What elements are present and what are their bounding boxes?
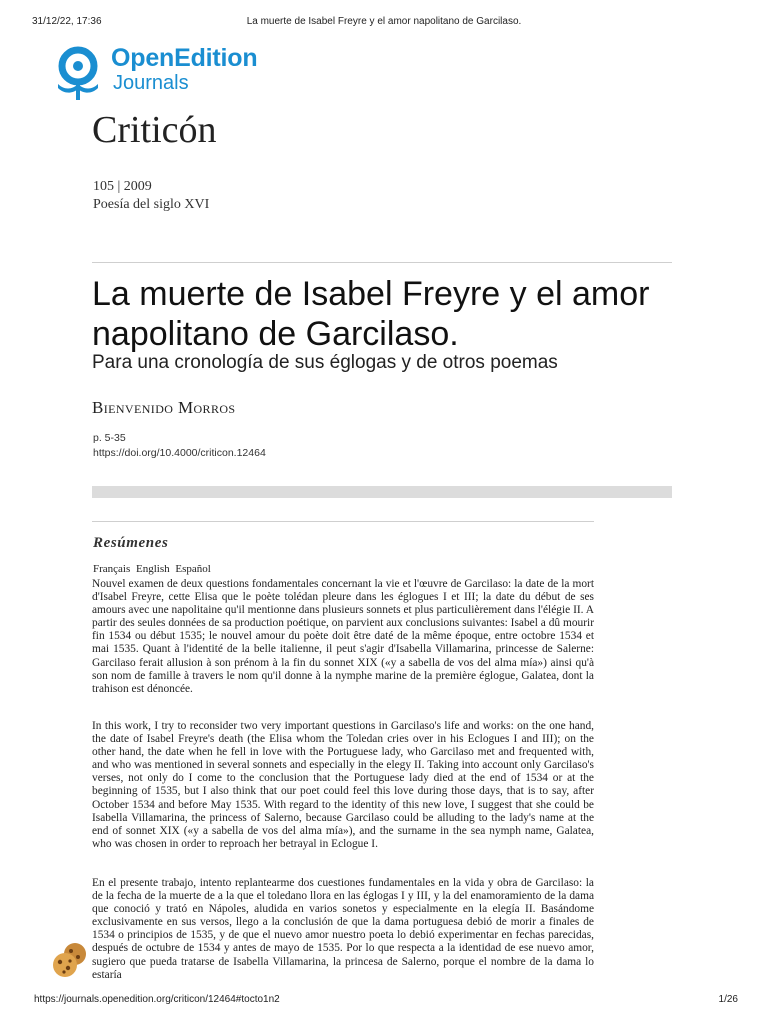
openedition-logo[interactable] (52, 44, 282, 100)
print-page: 1/26 (718, 994, 738, 1005)
print-footer (0, 994, 768, 1008)
article-pages: p. 5-35 (93, 432, 126, 444)
divider (92, 262, 672, 263)
gray-bar (92, 486, 672, 498)
journal-title[interactable]: Criticón (92, 109, 217, 151)
article-author[interactable]: Bienvenido Morros (92, 398, 236, 417)
issue-info (93, 178, 209, 214)
abstract-en: In this work, I try to reconsider two very important questions in Garcilaso's life and works: on the one hand, the date of Isabel Freyre's death (the Elisa whom the Toledan cries over in his Eclogues I and III); on the other hand, the date when he fell in love with the Portuguese lady, who Garcilaso met and frequented with, and who was mentioned in several sonnets and especially in the elegy II. Taking into account only Garcilaso's verses, not only do I come to the conclusion that the Portuguese lady died at the end of 1534 or at the beginning of 1535, but I also think that our poet could feel this love during those days, that is to say, after October 1534 and before May 1535. With regard to the identity of this new love, I suggest that she could be Isabella Villamarina, the princess of Salerno, because Garcilaso could be alluding to the lady's name at the end of sonnet XIX («y a sabella de vos del alma mía»), and the surname in the sea nymph name, Galatea, who was chosen in order to reproach her betrayal in Eclogue I. (92, 720, 594, 850)
logo-text-journals: Journals (113, 72, 189, 94)
article-meta (93, 431, 266, 461)
lang-link-en[interactable]: English (136, 563, 170, 575)
issue-section[interactable]: Poesía del siglo XVI (93, 197, 210, 212)
abstracts-heading: Resúmenes (93, 535, 169, 551)
language-links (93, 563, 214, 575)
print-header (0, 16, 768, 30)
print-title: La muerte de Isabel Freyre y el amor napolitano de Garcilaso. (246, 16, 522, 27)
article-subtitle: Para una cronología de sus églogas y de otros poemas (92, 352, 558, 373)
print-date: 31/12/22, 17:36 (32, 16, 102, 27)
openedition-logo-icon (52, 44, 100, 100)
cookie-icon[interactable] (50, 940, 90, 980)
abstract-es: En el presente trabajo, intento replantearme dos cuestiones fundamentales en la vida y obra de Garcilaso: la de la fecha de la muerte de a la que el toledano llora en las églogas I y III, y la del enamoramiento de la dama que conoció y trató en Nápoles, aludida en varios sonetos y especialmente en la elegía II. Basándome exclusivamente en sus versos, llego a la conclusión de que la dama portuguesa debió de morir a finales de 1534 o principios de 1535, y de que el nuevo amor nuestro poeta lo debió experimentar en fechas parecidas, después de octubre de 1534 y antes de mayo de 1535. Por lo que respecta a la identidad de ese nuevo amor, sugiero que pueda tratarse de Isabella Villamarina, la princesa de Salerno, porque el nombre de la dama lo estaría (92, 877, 594, 981)
lang-link-fr[interactable]: Français (93, 563, 131, 575)
divider (92, 521, 594, 522)
abstract-fr: Nouvel examen de deux questions fondamentales concernant la vie et l'œuvre de Garcilaso: la date de la mort d'Isabel Freyre, cette Elisa que le poète tolédan pleure dans les églogues I et III; la date du début de ses amours avec une napolitaine qu'il mentionne dans plusieurs sonnets et plus particulièrement dans l'élégie II. A partir des seules données de sa production poétique, on parvient aux conclusions suivantes: Isabel a dû mourir fin 1534 ou début 1535; le nouvel amour du poète doit être daté de la même époque, entre octobre 1534 et mai 1535. Quant à l'identité de la belle italienne, il peut s'agir d'Isabella Villamarina, princesse de Salerne: Garcilaso ferait allusion à son prénom à la fin du sonnet XIX («y a sabella de vos del alma mía») ainsi qu'à son nom de famille à travers le nom qu'il donne à la nymphe marine de la première églogue, Galatea, dont la trahison est dénoncée. (92, 578, 594, 695)
article-title: La muerte de Isabel Freyre y el amor napolitano de Garcilaso. (92, 275, 650, 353)
logo-text-openedition: OpenEdition (111, 44, 258, 72)
print-url: https://journals.openedition.org/criticon/12464#tocto1n2 (34, 994, 280, 1005)
lang-link-es[interactable]: Español (175, 563, 211, 575)
article-doi[interactable]: https://doi.org/10.4000/criticon.12464 (93, 447, 266, 459)
issue-number[interactable]: 105 | 2009 (93, 179, 152, 194)
